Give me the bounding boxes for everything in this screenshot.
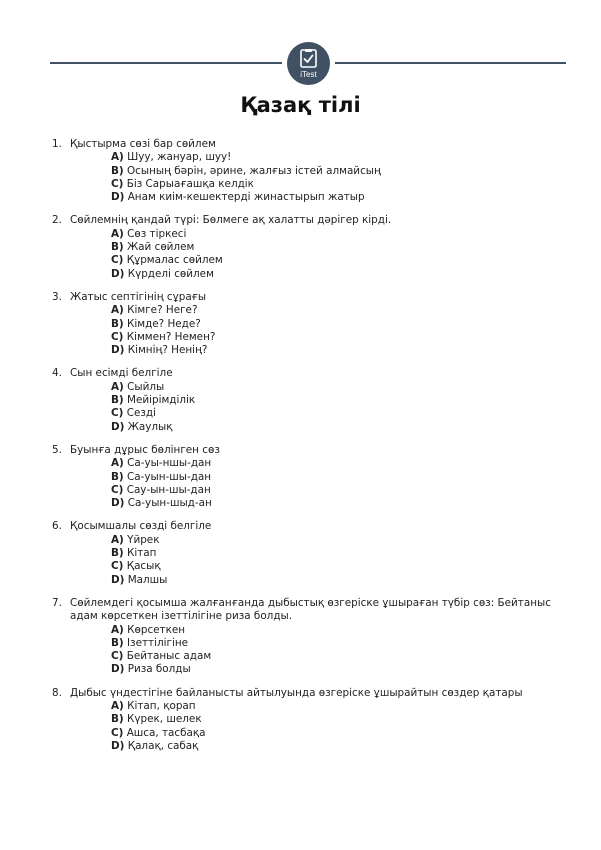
answer-option	[111, 484, 552, 497]
question-text: Буынға дұрыс бөлінген сөз	[70, 443, 220, 456]
answer-letter: D)	[111, 191, 125, 204]
answer-letter: D)	[111, 344, 125, 357]
question-number: 6.	[52, 520, 62, 533]
question-text: Жатыс септігінің сұрағы	[70, 290, 207, 303]
question-row	[52, 444, 552, 457]
answer-letter: C)	[111, 483, 124, 496]
answer-letter: D)	[111, 497, 125, 510]
question-4	[52, 367, 552, 433]
answer-option	[111, 663, 552, 676]
answer-text: Кімде? Неде?	[126, 317, 201, 330]
answer-letter: B)	[111, 241, 124, 254]
answer-options	[52, 151, 552, 204]
question-row	[52, 520, 552, 533]
question-number: 3.	[52, 290, 62, 303]
question-1	[52, 138, 552, 204]
answer-option	[111, 547, 552, 560]
answer-option	[111, 254, 552, 267]
answer-options	[52, 304, 552, 357]
answer-option	[111, 331, 552, 344]
answer-options	[52, 228, 552, 281]
question-row	[52, 138, 552, 151]
answer-letter: C)	[111, 560, 124, 573]
answer-text: Кітап, қорап	[127, 699, 196, 712]
answer-letter: D)	[111, 267, 125, 280]
answer-letter: B)	[111, 164, 124, 177]
answer-letter: C)	[111, 407, 124, 420]
answer-letter: D)	[111, 420, 125, 433]
answer-letter: C)	[111, 650, 124, 663]
question-text: Қыстырма сөзі бар сөйлем	[70, 138, 216, 150]
answer-letter: B)	[111, 636, 124, 649]
answer-text: Сөз тіркесі	[127, 227, 187, 240]
question-number: 1.	[52, 138, 62, 150]
answer-option	[111, 407, 552, 420]
answer-text: Біз Сарыағашқа келдік	[126, 177, 254, 190]
question-8	[52, 687, 552, 753]
answer-text: Риза болды	[127, 663, 191, 676]
answer-text: Са-уын-шыд-ан	[127, 497, 212, 510]
answer-text: Кітап	[126, 547, 157, 560]
answer-letter: B)	[111, 317, 124, 330]
answer-options	[52, 700, 552, 753]
answer-text: Бейтаныс адам	[126, 650, 212, 663]
question-row	[52, 687, 552, 700]
answer-letter: A)	[111, 623, 124, 636]
answer-option	[111, 740, 552, 753]
answer-letter: C)	[111, 254, 124, 267]
answer-text: Қалақ, сабақ	[127, 739, 199, 752]
answer-letter: A)	[111, 304, 124, 317]
answer-text: Құрмалас сөйлем	[126, 254, 223, 267]
answer-option	[111, 421, 552, 434]
answer-text: Шуу, жануар, шуу!	[127, 151, 232, 164]
answer-text: Қасық	[126, 560, 161, 573]
question-5	[52, 444, 552, 510]
answer-option	[111, 241, 552, 254]
answer-letter: A)	[111, 457, 124, 470]
answer-option	[111, 228, 552, 241]
answer-text: Кімге? Неге?	[127, 304, 198, 317]
answer-letter: B)	[111, 470, 124, 483]
answer-option	[111, 381, 552, 394]
answer-text: Сыйлы	[127, 380, 165, 393]
answer-option	[111, 650, 552, 663]
question-number: 4.	[52, 367, 62, 380]
question-number: 8.	[52, 686, 62, 699]
answer-option	[111, 637, 552, 650]
answer-option	[111, 304, 552, 317]
question-number: 2.	[52, 214, 62, 227]
answer-text: Сау-ын-шы-дан	[126, 483, 211, 496]
answer-option	[111, 318, 552, 331]
answer-options	[52, 457, 552, 510]
answer-text: Кімнің? Ненің?	[127, 344, 208, 357]
question-row	[52, 367, 552, 380]
answer-letter: A)	[111, 227, 124, 240]
answer-option	[111, 713, 552, 726]
question-6	[52, 520, 552, 586]
answer-letter: A)	[111, 151, 124, 164]
answer-option	[111, 700, 552, 713]
question-number: 5.	[52, 443, 62, 456]
question-text: Қосымшалы сөзді белгіле	[70, 520, 212, 533]
logo-text: iTest	[300, 70, 317, 79]
question-3	[52, 291, 552, 357]
answer-text: Жай сөйлем	[126, 241, 195, 254]
answer-letter: A)	[111, 533, 124, 546]
answer-option	[111, 624, 552, 637]
question-2	[52, 214, 552, 280]
answer-text: Анам киім-кешектерді жинастырып жатыр	[127, 191, 365, 204]
answer-text: Са-уы-ншы-дан	[127, 457, 212, 470]
answer-option	[111, 497, 552, 510]
answer-option	[111, 574, 552, 587]
answer-text: Осының бәрін, әрине, жалғыз істей алмайсың	[126, 164, 381, 177]
question-7	[52, 597, 552, 677]
question-row	[52, 597, 552, 624]
answer-text: Үйрек	[127, 533, 160, 546]
itest-logo	[287, 42, 330, 85]
answer-options	[52, 534, 552, 587]
question-row	[52, 214, 552, 227]
answer-options	[52, 624, 552, 677]
answer-letter: D)	[111, 663, 125, 676]
answer-option	[111, 534, 552, 547]
answer-text: Сезді	[126, 407, 156, 420]
answer-option	[111, 471, 552, 484]
answer-option	[111, 344, 552, 357]
answer-option	[111, 268, 552, 281]
answer-text: Ашса, тасбақа	[126, 726, 206, 739]
answer-letter: C)	[111, 177, 124, 190]
question-text: Сын есімді белгіле	[70, 367, 173, 380]
answer-letter: A)	[111, 380, 124, 393]
answer-letter: B)	[111, 394, 124, 407]
answer-option	[111, 457, 552, 470]
question-row	[52, 291, 552, 304]
checklist-icon	[300, 49, 317, 68]
question-list	[52, 138, 552, 763]
answer-text: Ізеттілігіне	[126, 636, 189, 649]
answer-text: Күрделі сөйлем	[127, 267, 214, 280]
answer-option	[111, 394, 552, 407]
answer-option	[111, 727, 552, 740]
answer-option	[111, 178, 552, 191]
answer-letter: D)	[111, 739, 125, 752]
answer-letter: A)	[111, 699, 124, 712]
answer-letter: C)	[111, 330, 124, 343]
question-text: Сөйлемнің қандай түрі: Бөлмеге ақ халатты дәрігер кірді.	[70, 214, 392, 227]
answer-option	[111, 165, 552, 178]
header-divider-right	[335, 62, 566, 64]
answer-text: Кіммен? Немен?	[126, 330, 216, 343]
answer-letter: B)	[111, 547, 124, 560]
answer-options	[52, 381, 552, 434]
answer-text: Көрсеткен	[127, 623, 186, 636]
header-divider-left	[50, 62, 282, 64]
answer-letter: C)	[111, 726, 124, 739]
answer-option	[111, 191, 552, 204]
page-header	[0, 0, 601, 90]
answer-text: Малшы	[127, 573, 168, 586]
answer-letter: D)	[111, 573, 125, 586]
question-number: 7.	[52, 596, 62, 609]
question-text: Дыбыс үндестігіне байланысты айтылуында өзгеріске ұшырайтын сөздер қатары	[70, 686, 523, 699]
answer-text: Жаулық	[127, 420, 173, 433]
answer-text: Мейірімділік	[126, 394, 196, 407]
answer-option	[111, 560, 552, 573]
question-text: Сөйлемдегі қосымша жалғанғанда дыбыстық өзгеріске ұшыраған түбір сөз: Бейтаныс адам көрсеткен ізеттілігіне риза болды.	[70, 596, 551, 623]
answer-text: Са-уын-шы-дан	[126, 470, 212, 483]
answer-text: Күрек, шелек	[126, 713, 202, 726]
answer-option	[111, 151, 552, 164]
page-title: Қазақ тілі	[240, 93, 361, 117]
answer-letter: B)	[111, 713, 124, 726]
